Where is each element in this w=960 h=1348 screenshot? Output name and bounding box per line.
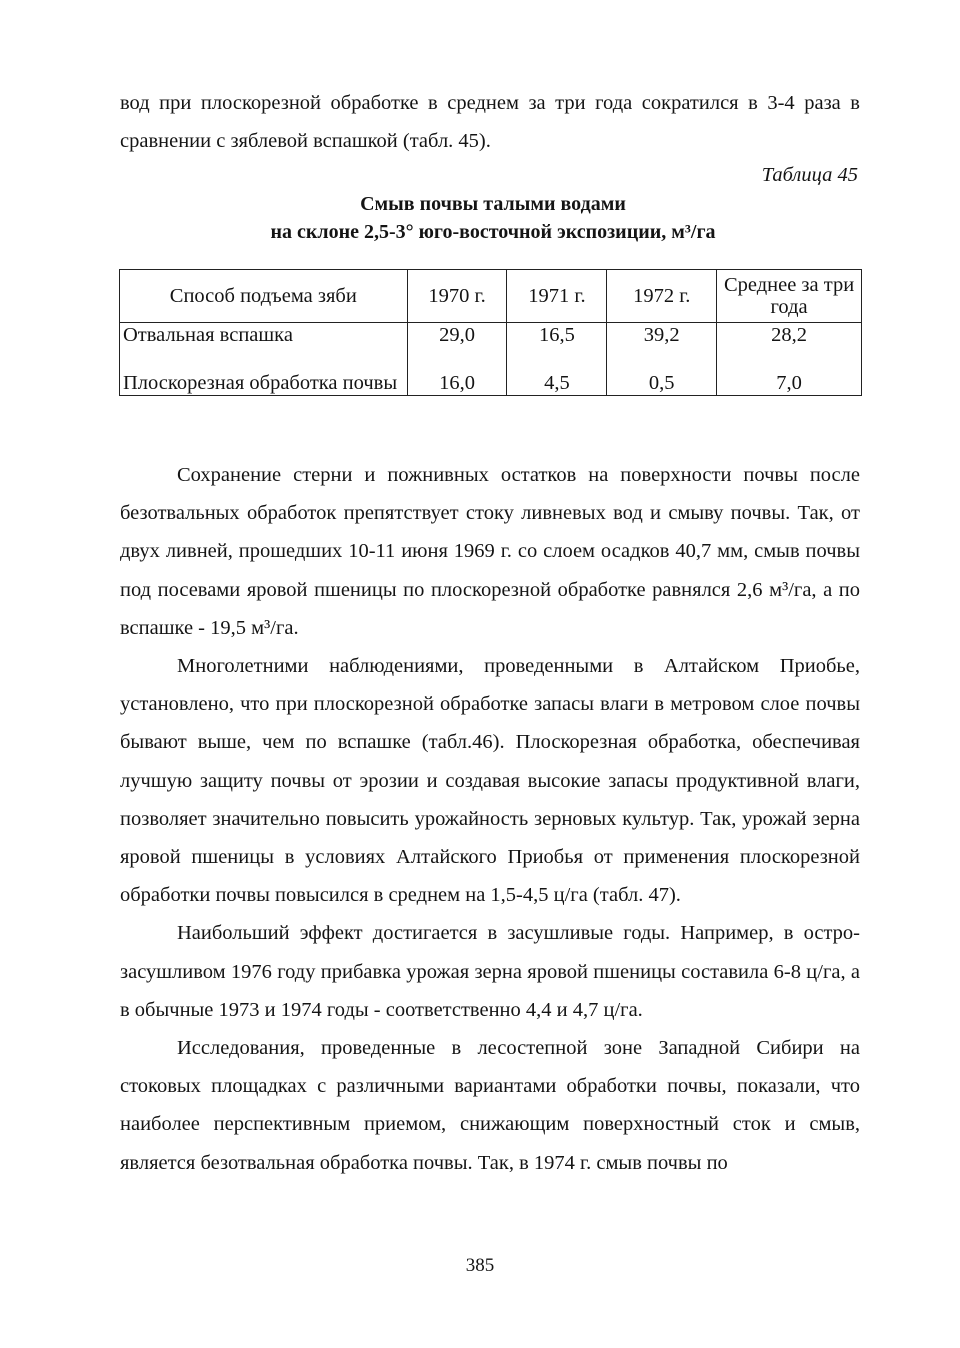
cell-value: 16,5 — [507, 323, 607, 348]
table-row — [120, 323, 862, 348]
cell-value: 7,0 — [717, 347, 862, 396]
page-number: 385 — [465, 1255, 495, 1276]
paragraph: Сохранение стерни и пожнивных остатков на поверхности почвы после безотвальных обработок препятствует стоку ливневых вод и смыву почвы. Так, от двух ливней, прошедших 10-11 июня 1969 г. со слоем осадков 40,7 мм, смыв почвы под посевами яровой пшеницы по плоскорезной обработке равнялся 2,6 м³/га, а по вспашке - 19,5 м³/га. — [120, 464, 860, 639]
table-title-line-1: Смыв почвы талыми водами — [360, 193, 626, 215]
table-title — [120, 190, 866, 246]
data-table — [119, 269, 862, 396]
cell-value: 0,5 — [607, 347, 717, 396]
paragraph: Многолетними наблюдениями, проведенными в Алтайском Приобье, установлено, что при плоскорезной обработке запасы влаги в метровом слое почвы бывают выше, чем по вспашке (табл.46). Плоскорезная обработка, обеспечивая лучшую защиту почвы от эрозии и создавая высокие запасы продуктивной влаги, позволяет значительно повысить урожайность зерновых культур. Так, урожай зерна яровой пшеницы в условиях Алтайского Приобья от применения плоскорезной обработки почвы повысился в среднем на 1,5-4,5 ц/га (табл. 47). — [120, 655, 860, 907]
header-1972: 1972 г. — [607, 270, 717, 323]
header-1970: 1970 г. — [407, 270, 507, 323]
header-method: Способ подъема зяби — [120, 270, 408, 323]
cell-value: 16,0 — [407, 347, 507, 396]
table-row — [120, 347, 862, 396]
paragraph: Исследования, проведенные в лесостепной зоне Западной Сибири на стоковых площадках с различными вариантами обработки почвы, показали, что наиболее перспективным приемом, снижающим поверхностный сток и смыв, является безотвальная обработка почвы. Так, в 1974 г. смыв почвы по — [120, 1037, 860, 1174]
table-title-line-2: на склоне 2,5-3° юго-восточной экспозиции, м³/га — [270, 221, 716, 243]
table-label: Таблица 45 — [761, 164, 858, 186]
cell-value: 4,5 — [507, 347, 607, 396]
row-method: Плоскорезная обработка почвы — [120, 347, 408, 396]
cell-value: 39,2 — [607, 323, 717, 348]
paragraph: Наибольший эффект достигается в засушливые годы. Например, в острозасушливом 1976 году прибавка урожая зерна яровой пшеницы составила 6-8 ц/га, а в обычные 1973 и 1974 годы - соответственно 4,4 и 4,7 ц/га. — [120, 922, 860, 1021]
row-method: Отвальная вспашка — [120, 323, 408, 348]
header-average: Среднее за три года — [717, 270, 862, 323]
intro-paragraph: вод при плоскорезной обработке в среднем за три года сократился в 3-4 раза в сравнении с зяблевой вспашкой (табл. 45). — [120, 92, 860, 153]
header-1971: 1971 г. — [507, 270, 607, 323]
cell-value: 28,2 — [717, 323, 862, 348]
body-text — [120, 456, 860, 1182]
cell-value: 29,0 — [407, 323, 507, 348]
table-header-row — [120, 270, 862, 323]
